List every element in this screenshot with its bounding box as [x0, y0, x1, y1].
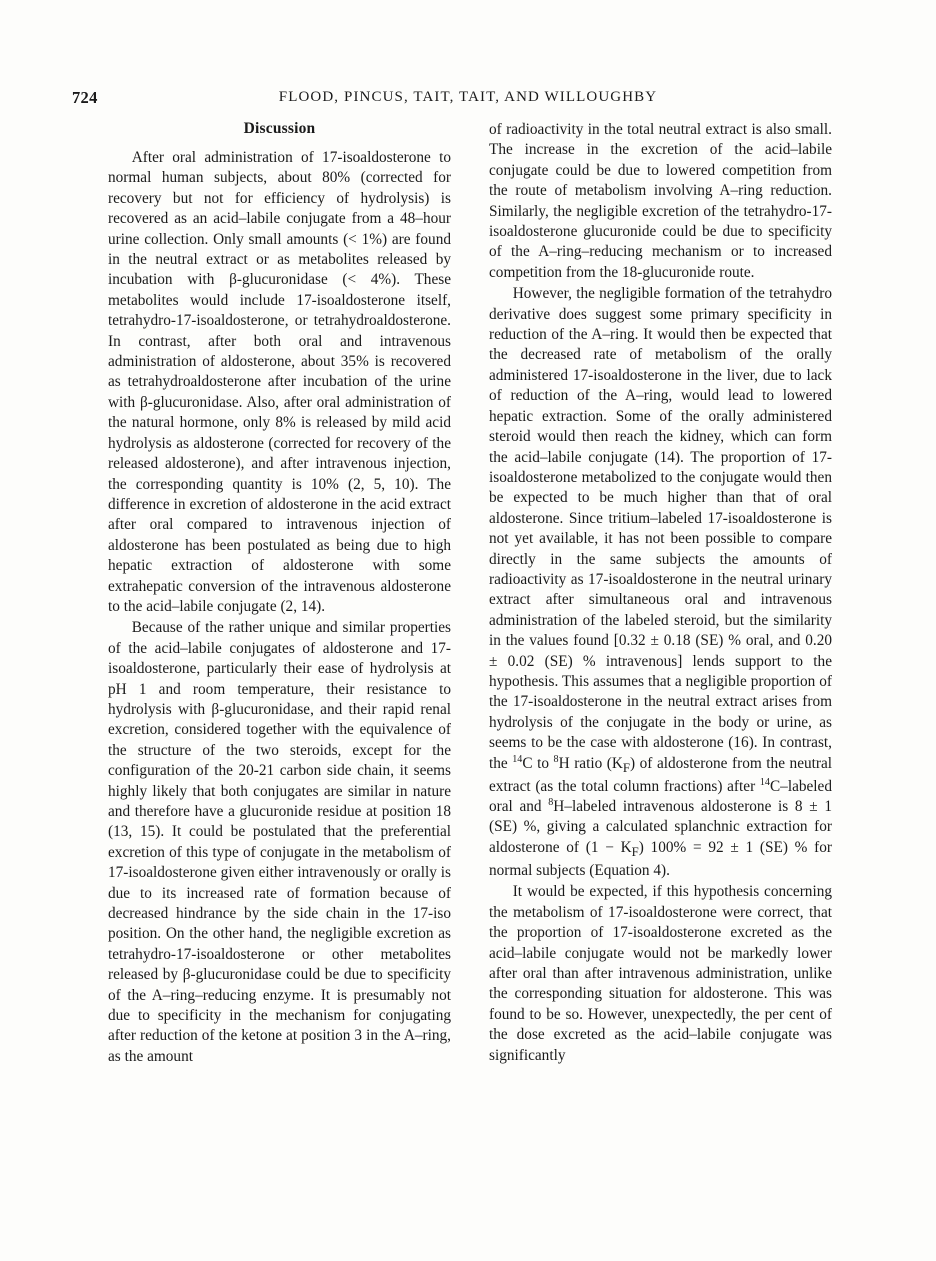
page-number: 724	[72, 88, 98, 107]
right-column	[489, 120, 832, 1067]
paragraph: After oral administration of 17-isoaldosterone to normal human subjects, about 80% (corrected for recovery but not for efficiency of hydrolysis) is recovered as an acid–labile conjugate from a 48–hour urine collection. Only small amounts (< 1%) are found in the neutral extract or as metabolites released by incubation with β-glucuronidase (< 4%). These metabolites would include 17-isoaldosterone itself, tetrahydro-17-isoaldosterone, or tetrahydroaldosterone. In contrast, after both oral and intravenous administration of aldosterone, about 35% is recovered as tetrahydroaldosterone after incubation of the urine with β-glucuronidase. Also, after oral administration of the natural hormone, only 8% is released by mild acid hydrolysis as aldosterone (corrected for recovery of the released aldosterone), and after intravenous injection, the corresponding quantity is 10% (2, 5, 10). The difference in excretion of aldosterone in the acid extract after oral compared to intravenous injection of aldosterone has been postulated as being due to high hepatic extraction of aldosterone with some extrahepatic conversion of the intravenous aldosterone to the acid–labile conjugate (2, 14).	[108, 149, 451, 615]
paragraph: of radioactivity in the total neutral extract is also small. The increase in the excretion of the acid–labile conjugate could be due to lowered competition from the route of metabolism involving A–ring reduction. Similarly, the negligible excretion of the tetrahydro-17-isoaldosterone glucuronide could be due to specificity of the A–ring–reducing mechanism or to increased competition from the 18-glucuronide route.	[489, 121, 832, 281]
section-heading-discussion: Discussion	[243, 120, 316, 137]
paragraph: However, the negligible formation of the tetrahydro derivative does suggest some primary specificity in reduction of the A–ring. It would then be expected that the decreased rate of metabolism of the orally administered 17-isoaldosterone in the liver, due to lack of reduction of the A–ring, would lead to lowered hepatic extraction. Some of the orally administered steroid would then reach the kidney, which can form the acid–labile conjugate (14). The proportion of 17-isoaldosterone metabolized to the conjugate would then be expected to be much higher than that of oral aldosterone. Since tritium–labeled 17-isoaldosterone is not yet available, it has not been possible to compare directly in the same subjects the amounts of radioactivity as 17-isoaldosterone in the neutral urinary extract after simultaneous oral and intravenous administration of the labeled steroid, but the similarity in the values found [0.32 ± 0.18 (SE) % oral, and 0.20 ± 0.02 (SE) % intravenous] lends support to the hypothesis. This assumes that a negligible proportion of the 17-isoaldosterone in the neutral extract arises from hydrolysis of the conjugate in the body or urine, as seems to be the case with aldosterone (16). In contrast, the $^{14}$C to $^8$H ratio $(K_F)$ of aldosterone from the neutral extract (as the total column fractions) after $^{14}$C–labeled oral and $^8$H–labeled intravenous aldosterone is 8 ± 1 (SE) %, giving a calculated splanchnic extraction for aldosterone of $(1 - K_F)$ 100% = 92 ± 1 (SE) % for normal subjects (Equation 4).	[489, 285, 833, 879]
paragraph: Because of the rather unique and similar properties of the acid–labile conjugates of aldosterone and 17-isoaldosterone, particularly their ease of hydrolysis at pH 1 and room temperature, their resistance to hydrolysis with β-glucuronidase, and their rapid renal excretion, considered together with the equivalence of the structure of the two steroids, except for the configuration of the 20-21 carbon side chain, it seems highly likely that both conjugates are similar in nature and therefore have a glucuronide residue at position 18 (13, 15). It could be postulated that the preferential excretion of this type of conjugate in the metabolism of 17-isoaldosterone given either intravenously or orally is due to its increased rate of formation because of decreased hindrance by the side chain in the 17-iso position. On the other hand, the negligible excretion as tetrahydro-17-isoaldosterone or other metabolites released by β-glucuronidase could be due to specificity of the A–ring–reducing enzyme. It is presumably not due to specificity in the mechanism for conjugating after reduction of the ketone at position 3 in the A–ring, as the amount	[108, 619, 451, 1065]
two-column-body	[108, 120, 832, 1067]
left-column	[108, 120, 451, 1067]
running-title: FLOOD, PINCUS, TAIT, TAIT, AND WILLOUGHBY	[278, 89, 658, 105]
paragraph: It would be expected, if this hypothesis concerning the metabolism of 17-isoaldosterone were correct, that the proportion of 17-isoaldosterone excreted as the acid–labile conjugate would not be markedly lower after oral than after intravenous administration, unlike the corresponding situation for aldosterone. This was found to be so. However, unexpectedly, the per cent of the dose excreted as the acid–labile conjugate was significantly	[489, 883, 832, 1064]
page-header	[72, 88, 864, 108]
